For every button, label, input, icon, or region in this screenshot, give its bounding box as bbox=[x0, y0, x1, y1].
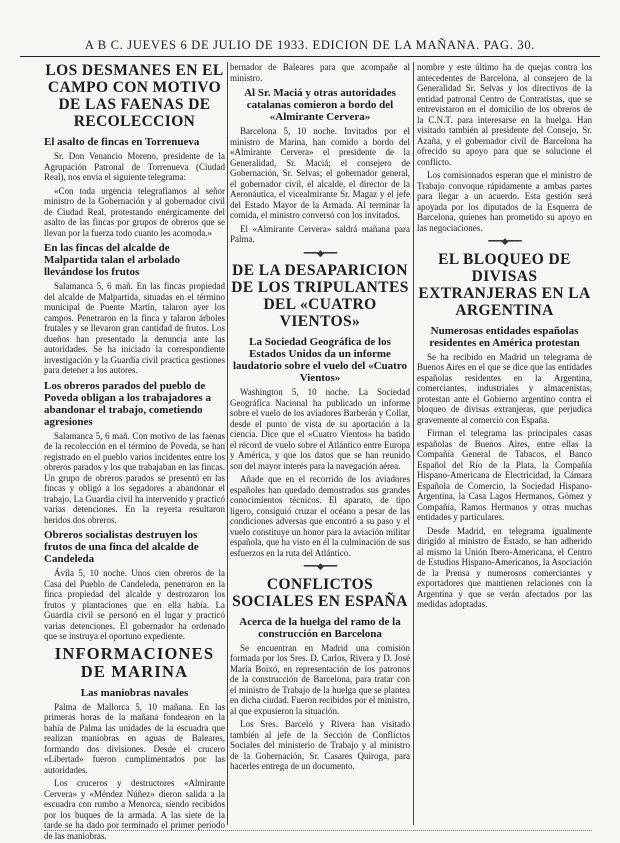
headline-desmanes: LOS DESMANES EN EL CAMPO CON MOTIVO DE LAS FAENAS DE RECOLECCION bbox=[45, 62, 224, 130]
ornament-separator: ━━━◆━━━ bbox=[303, 561, 337, 571]
column-rule-1 bbox=[227, 62, 228, 825]
article-paragraph: Los cruceros y destructores «Almirante Cervera» y «Méndez Núñez» dieron salida a la escuadra con rumbo a Menorca, siendo recibidos por los buques de la armada. A las siete de la tarde se ha dado por terminado el primer período de las maniobras. bbox=[44, 778, 225, 841]
footer-rule bbox=[44, 830, 592, 835]
subhead-macia: Al Sr. Maciá y otras autoridades catalanas comieron a bordo del «Almirante Cervera» bbox=[244, 87, 396, 123]
subhead-entidades: Numerosas entidades españolas residentes en América protestan bbox=[429, 324, 580, 349]
article-paragraph: Sr. Don Venancio Moreno, presidente de la Agrupación Patronal de Torrenueva (Ciudad Real), nos envía el siguiente telegrama: bbox=[44, 151, 225, 182]
article-paragraph: Los Sres. Barceló y Rivera han visitado también al jefe de la Sección de Conflictos Sociales del ministerio de Trabajo y al ministro de la Gobernación, Sr. Casares Quiroga, para hacerles entrega de un documento. bbox=[230, 719, 410, 771]
subhead-sociedad-geografica: La Sociedad Geográfica de los Estados Unidos da un informe laudatorio sobre el vuelo del «Cuatro Vientos» bbox=[232, 336, 408, 384]
article-paragraph: Barcelona 5, 10 noche. Invitados por el ministro de Marina, han comido a bordo del «Almirante Cervera» el presidente de la Generalidad, Sr. Maciá; el consejero de Gobernación, Sr. Selvas; el gobernador general, el gobernador civil, el alcalde, el director de la Aeronáutica, el vicealmirante Sr. Magaz y el jefe del Estado Mayor de la Armada. Al terminar la comida, el ministro conversó con los invitados. bbox=[230, 126, 410, 220]
article-paragraph: Se ha recibido en Madrid un telegrama de Buenos Aires en el que se dice que las entidades españolas residentes en la Argentina, comerciantes, industriales y almacenistas, protestan ante el Gobierno argentino contra el bloqueo de divisas extranjeras, que perjudica gravemente al comercio con España. bbox=[417, 351, 592, 425]
article-paragraph: Ávila 5, 10 noche. Unos cien obreros de la Casa del Pueblo de Candeleda, penetraron en la finca propiedad del alcalde y destrozaron los frutos y plantaciones que en ella había. La Guardia civil se personó en el lugar y practicó varias detenciones. El gobernador ha ordenado que se instruya el oportuno expediente. bbox=[44, 568, 225, 641]
article-paragraph: Washington 5, 10 noche. La Sociedad Geográfica Nacional ha publicado un informe sobre el vuelo de los aviadores Barberán y Collar, desde el punto de vista de su aportación a la ciencia. Dice que el «Cuatro Vientos» ha batido el récord de vuelo sobre el Atlántico entre Europa y América, y que los datos que se han reunido son del mayor interés para la navegación aérea. bbox=[230, 387, 410, 471]
column-1 bbox=[44, 62, 225, 841]
ornament-separator: ━━━◆━━━ bbox=[488, 236, 521, 246]
article-paragraph: Se encuentran en Madrid una comisión formada por los Sres. D. Carlos, Rivera y D. José María Boixó, en representación de los patronos de la construcción de Barcelona, para tratar con el ministro de Trabajo de la huelga que se plantea en dicha ciudad. Fueron recibidos por el ministro, al que expusieron la situación. bbox=[230, 642, 410, 716]
article-paragraph: bernador de Baleares para que acompañe al ministro. bbox=[230, 62, 410, 83]
article-paragraph: Firman el telegrama las principales casas españolas de Buenos Aires, entre ellas la Compañía General de Tabacos, el Banco Español del Río de la Plata, la Compañía Hispano-Americana de Electricidad, la Cámara Española de Comercio, la Sociedad Hispano-Argentina, la Casa Lagos Hermanos, Gómez y Compañía, Ramos Hermanos y otras muchas entidades y particulares. bbox=[417, 428, 592, 522]
article-paragraph: «Con toda urgencia telegrafiamos al señor ministro de la Gobernación y al gobernador civil de Ciudad Real, protestando enérgicamente del asalto de las fincas por grupos de obreros que se llevan por la fuerza todo cuanto les acomoda.» bbox=[44, 185, 225, 238]
article-paragraph: El «Almirante Cervera» saldrá mañana para Palma. bbox=[230, 223, 410, 244]
article-paragraph: Salamanca 5, 6 mañ. Con motivo de las faenas de la recolección en el término de Poveda, se han registrado en el pueblo varios incidentes entre los obreros parados y los que trabajaban en las fincas. Un grupo de obreros parados se presentó en las fincas y obligó a los segadores a abandonar el trabajo. La Guardia civil ha intervenido y practicó varias detenciones. En la reyerta resultaron heridos dos obreros. bbox=[44, 430, 225, 525]
article-paragraph: Los comisionados esperan que el ministro de Trabajo convoque rápidamente a ambas partes para llegar a un acuerdo. Esta gestión será apoyada por los diputados de la Esquerra de Barcelona, quienes han prometido su apoyo en las negociaciones. bbox=[417, 170, 592, 233]
headline-cuatro-vientos: DE LA DESAPARICION DE LOS TRIPULANTES DEL «CUATRO VIENTOS» bbox=[231, 262, 409, 330]
article-paragraph: Palma de Mallorca 5, 10 mañana. En las primeras horas de la mañana fondearon en la bahía de Palma las unidades de la escuadra que realizan maniobras en aguas de Baleares, formando dos divisiones. Desde el crucero «Libertad» fueron cumplimentados por las autoridades. bbox=[44, 701, 225, 775]
page-header: A B C. JUEVES 6 DE JULIO DE 1933. EDICION DE LA MAÑANA. PAG. 30. bbox=[20, 38, 600, 57]
subhead-candeleda: Obreros socialistas destruyen los frutos de una finca del alcalde de Candeleda bbox=[44, 529, 199, 565]
subhead-malpartida: En las fincas del alcalde de Malpartida talan el arbolado llevándose los frutos bbox=[44, 242, 180, 278]
column-3 bbox=[417, 62, 592, 831]
subhead-maniobras: Las maniobras navales bbox=[80, 686, 189, 699]
article-paragraph: nombre y este último ha de quejas contra los antecedentes de Barcelona, al consejero de la Generalidad Sr. Selvas y los directivos de la entidad patronal Centro de Contratistas, que se entrevistaron en el domicilio de los obreros de la C.N.T. para interesarse en la huelga. Han visitado también al presidente del Consejo, Sr. Azaña, y el gobernador civil de Barcelona ha ofrecido su apoyo para que se solucione el conflicto. bbox=[417, 62, 592, 167]
column-2 bbox=[230, 62, 410, 831]
subhead-torrenueva: El asalto de fincas en Torrenueva bbox=[44, 136, 200, 148]
subhead-huelga: Acerca de la huelga del ramo de la construcción en Barcelona bbox=[239, 615, 401, 640]
headline-bloqueo: EL BLOQUEO DE DIVISAS EXTRANJERAS EN LA ARGENTINA bbox=[418, 250, 591, 319]
ornament-separator: ━━━◆━━━ bbox=[303, 247, 337, 258]
subhead-poveda: Los obreros parados del pueblo de Poveda obligan a los trabajadores a abandonar el trabajo, cometiendo agresiones bbox=[44, 379, 211, 428]
headline-conflictos: CONFLICTOS SOCIALES EN ESPAÑA bbox=[232, 575, 408, 610]
article-paragraph: Desde Madrid, en telegrama igualmente dirigido al ministro de Estado, se han adherido al mismo la Unión Ibero-Americana, el Centro de Estudios Hispano-Americanos, la Asociación de la Prensa y numerosos comerciantes y exportadores que mantienen relaciones con la Argentina y que se verán afectados por las medidas adoptadas. bbox=[417, 525, 592, 609]
column-rule-2 bbox=[413, 62, 414, 825]
headline-marina: INFORMACIONES DE MARINA bbox=[54, 643, 215, 681]
article-paragraph: Salamanca 5, 6 mañ. En las fincas propiedad del alcalde de Malpartida, situadas en el término municipal de Puente Martín, talaron ayer los campos. Penetraron en la finca y talaron árboles frutales y se llevaron gran cantidad de frutos. Los dueños han presentado la denuncia ante las autoridades. Se ha iniciado la correspondiente investigación y la Guardia civil practica gestiones para detener a los autores. bbox=[44, 281, 225, 375]
article-paragraph: Añade que en el recorrido de los aviadores españoles han quedado demostrados sus grandes conocimientos técnicos. El aparato, de tipo ligero, consiguió cruzar el océano a pesar de las condiciones adversas que encontró a su paso y el vuelo constituye un honor para la aviación militar española, que ha visto en él la culminación de sus esfuerzos en la ruta del Atlántico. bbox=[230, 474, 410, 558]
